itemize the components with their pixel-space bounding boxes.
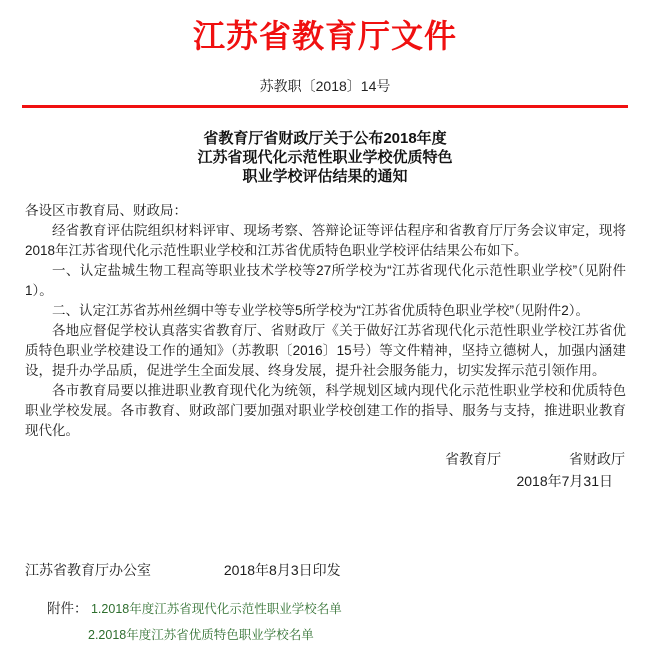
signature-agencies (445, 449, 625, 470)
attachment-link-1[interactable]: 1.2018年度江苏省现代化示范性职业学校名单 (90, 602, 342, 616)
document-header-title: 江苏省教育厅文件 (192, 18, 457, 54)
notice-title-line-3: 职业学校评估结果的通知 (242, 168, 408, 185)
document-number: 苏教职〔2018〕14号 (259, 78, 391, 94)
notice-title-line-1: 省教育厅省财政厅关于公布2018年度 (203, 130, 447, 147)
notice-body (25, 201, 626, 441)
footer-imprint (25, 560, 341, 580)
print-date: 2018年8月3日印发 (223, 562, 341, 578)
attachments-label: 附件： (47, 601, 88, 616)
attachment-link-2[interactable]: 2.2018年度江苏省优质特色职业学校名单 (88, 628, 314, 642)
body-paragraph-1: 经省教育评估院组织材料评审、现场考察、答辩论证等评估程序和省教育厅厅务会议审定，现将2018年江苏省现代化示范性职业学校和江苏省优质特色职业学校评估结果公布如下。 (25, 223, 626, 258)
body-paragraph-5: 各市教育局要以推进职业教育现代化为统领，科学规划区域内现代化示范性职业学校和优质特色职业学校发展。各市教育、财政部门要加强对职业学校创建工作的指导、服务与支持，推进职业教育现代化。 (25, 383, 626, 438)
signature-agency-finance: 省财政厅 (569, 451, 625, 467)
notice-title (0, 129, 650, 186)
body-paragraph-4: 各地应督促学校认真落实省教育厅、省财政厅《关于做好江苏省现代化示范性职业学校江苏省优质特色职业学校建设工作的通知》（苏教职〔2016〕15号）等文件精神，坚持立德树人，加强内涵建设，提升办学品质，促进学生全面发展、终身发展，提升社会服务能力，切实发挥示范引领作用。 (25, 323, 626, 378)
attachment-row-1 (47, 597, 342, 625)
attachment-row-2 (88, 625, 342, 653)
attachments-section (47, 597, 342, 653)
header-divider-rule (22, 105, 628, 108)
notice-title-line-2: 江苏省现代化示范性职业学校优质特色 (197, 149, 453, 166)
issuing-office: 江苏省教育厅办公室 (25, 562, 151, 578)
body-paragraph-3: 二、认定江苏省苏州丝绸中等专业学校等5所学校为“江苏省优质特色职业学校”（见附件2）。 (52, 303, 590, 318)
signature-block (445, 449, 625, 492)
body-paragraph-2: 一、认定盐城生物工程高等职业技术学校等27所学校为“江苏省现代化示范性职业学校”（见附件1）。 (25, 263, 626, 298)
salutation: 各设区市教育局、财政局： (25, 203, 187, 218)
signature-agency-education: 省教育厅 (445, 451, 502, 467)
signature-date: 2018年7月31日 (516, 473, 613, 489)
